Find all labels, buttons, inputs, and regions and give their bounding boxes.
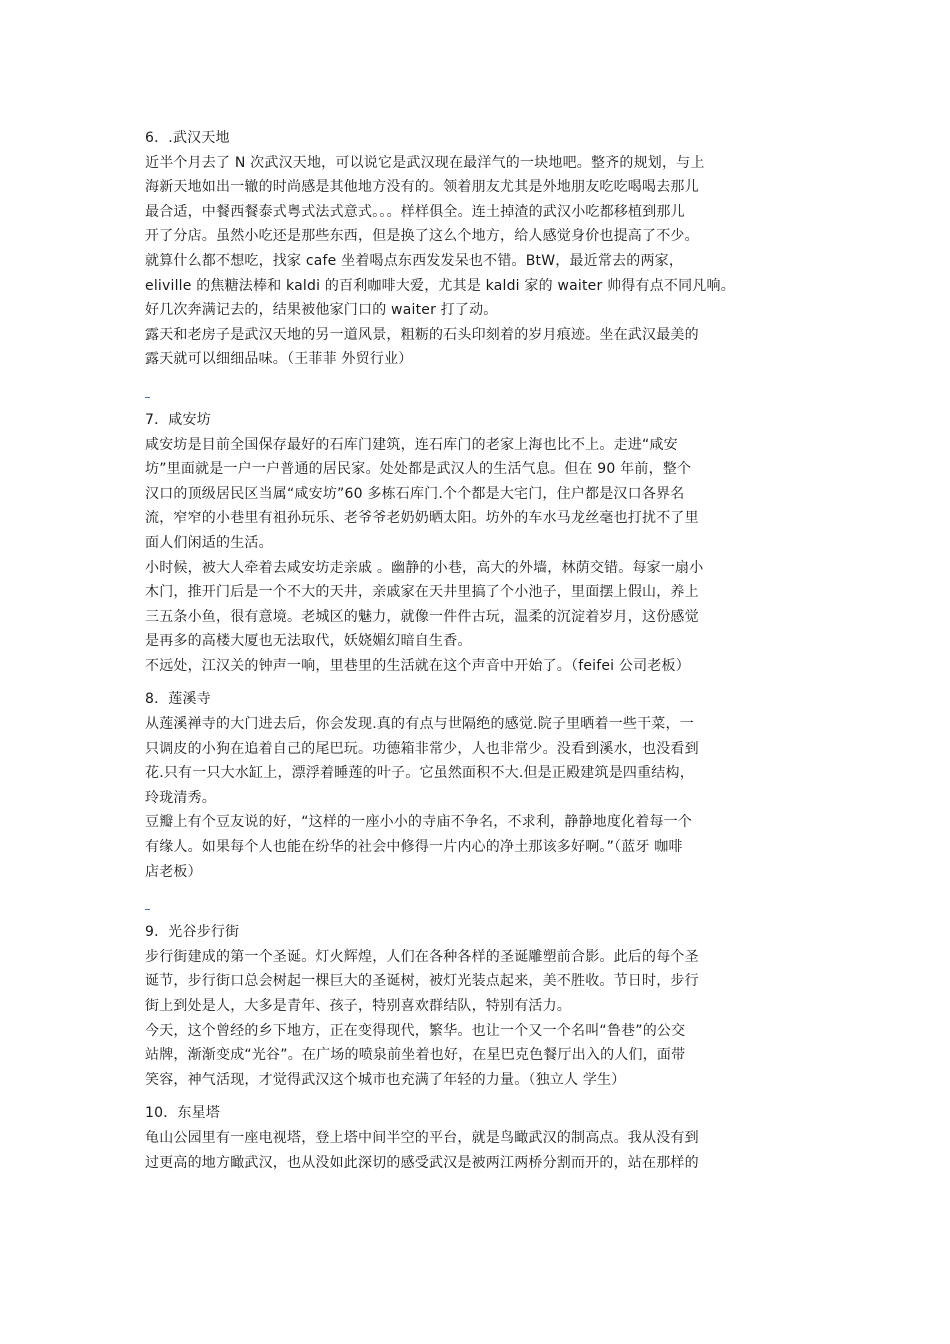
paragraph-line: 从莲溪禅寺的大门进去后，你会发现.真的有点与世隔绝的感觉.院子里晒着一些干菜，一 bbox=[145, 716, 694, 733]
paragraph-line: 海新天地如出一辙的时尚感是其他地方没有的。领着朋友尤其是外地朋友吃吃喝喝去那儿 bbox=[145, 179, 699, 196]
paragraph-line: 今天，这个曾经的乡下地方，正在变得现代，繁华。也让一个又一个名叫“鲁巷”的公交 bbox=[145, 1022, 686, 1039]
paragraph-line: 龟山公园里有一座电视塔，登上塔中间半空的平台，就是鸟瞰武汉的制高点。我从没有到 bbox=[145, 1129, 699, 1146]
paragraph-line: 只调皮的小狗在追着自己的尾巴玩。功德箱非常少，人也非常少。没看到溪水，也没看到 bbox=[145, 740, 699, 757]
paragraph-line: 不远处，江汉关的钟声一响，里巷里的生活就在这个声音中开始了。（feifei 公司老板） bbox=[145, 657, 690, 674]
article-body bbox=[145, 126, 825, 1175]
paragraph-line: 笑容，神气活现，才觉得武汉这个城市也充满了年轻的力量。（独立人 学生） bbox=[145, 1071, 626, 1088]
bookmark-anchor[interactable] bbox=[145, 394, 825, 408]
paragraph-line: 站牌，渐渐变成“光谷”。在广场的喷泉前坐着也好，在星巴克色餐厅出入的人们，面带 bbox=[145, 1047, 686, 1064]
paragraph-line: 露天就可以细细品味。（王菲菲 外贸行业） bbox=[145, 351, 413, 368]
paragraph-line: 面人们闲适的生活。 bbox=[145, 534, 273, 551]
paragraph-line: eliville 的焦糖法棒和 kaldi 的百利咖啡大爱，尤其是 kaldi 家的 waiter 帅得有点不同凡响。 bbox=[145, 277, 735, 294]
paragraph-line: 玲珑清秀。 bbox=[145, 789, 216, 806]
paragraph-line: 汉口的顶级居民区当属“咸安坊”60 多栋石库门.个个都是大宅门，住户都是汉口各界名 bbox=[145, 485, 685, 502]
section-dongxing-tower bbox=[145, 1101, 825, 1175]
bookmark-anchor[interactable] bbox=[145, 906, 825, 920]
paragraph-line: 豆瓣上有个豆友说的好，“这样的一座小小的寺庙不争名，不求利，静静地度化着每一个 bbox=[145, 814, 693, 831]
paragraph-line: 是再多的高楼大厦也无法取代，妖娆媚幻暗自生香。 bbox=[145, 633, 472, 650]
paragraph-line: 露天和老房子是武汉天地的另一道风景，粗粝的石头印刻着的岁月痕迹。坐在武汉最美的 bbox=[145, 326, 699, 343]
paragraph-line: 咸安坊是目前全国保存最好的石库门建筑，连石库门的老家上海也比不上。走进“咸安 bbox=[145, 436, 678, 453]
paragraph-line: 小时候，被大人牵着去咸安坊走亲戚 。幽静的小巷，高大的外墙，林荫交错。每家一扇小 bbox=[145, 559, 704, 576]
paragraph-line: 店老板） bbox=[145, 863, 202, 880]
section-optics-valley-street bbox=[145, 920, 825, 1092]
section-heading: 10．东星塔 bbox=[145, 1105, 221, 1122]
paragraph-line: 花.只有一只大水缸上，漂浮着睡莲的叶子。它虽然面积不大.但是正殿建筑是四重结构， bbox=[145, 765, 694, 782]
section-heading: 9．光谷步行街 bbox=[145, 924, 240, 941]
paragraph-line: 木门，推开门后是一个不大的天井，亲戚家在天井里搞了个小池子，里面摆上假山，养上 bbox=[145, 584, 699, 601]
paragraph-line: 最合适，中餐西餐泰式粤式法式意式。。。样样俱全。连土掉渣的武汉小吃都移植到那儿 bbox=[145, 203, 685, 220]
paragraph-line: 好几次奔满记去的，结果被他家门口的 waiter 打了动。 bbox=[145, 302, 498, 319]
paragraph-line: 有缘人。如果每个人也能在纷华的社会中修得一片内心的净土那该多好啊。”（蓝牙 咖啡 bbox=[145, 839, 683, 856]
paragraph-line: 诞节，步行街口总会树起一棵巨大的圣诞树，被灯光装点起来，美不胜收。节日时，步行 bbox=[145, 973, 699, 990]
paragraph-line: 流，窄窄的小巷里有祖孙玩乐、老爷爷老奶奶晒太阳。坊外的车水马龙丝毫也打扰不了里 bbox=[145, 510, 699, 527]
paragraph-line: 开了分店。虽然小吃还是那些东西，但是换了这么个地方，给人感觉身价也提高了不少。 bbox=[145, 228, 699, 245]
paragraph-line: 过更高的地方瞰武汉，也从没如此深切的感受武汉是被两江两桥分割而开的，站在那样的 bbox=[145, 1154, 699, 1171]
paragraph-line: 坊”里面就是一户一户普通的居民家。处处都是武汉人的生活气息。但在 90 年前，整个 bbox=[145, 461, 692, 478]
section-wuhan-tiandi bbox=[145, 126, 825, 372]
paragraph-line: 三五条小鱼，很有意境。老城区的魅力，就像一件件古玩，温柔的沉淀着岁月，这份感觉 bbox=[145, 608, 699, 625]
paragraph-line: 近半个月去了 N 次武汉天地，可以说它是武汉现在最洋气的一块地吧。整齐的规划，与上 bbox=[145, 154, 705, 171]
section-lianxi-temple bbox=[145, 687, 825, 884]
section-xianan-fang bbox=[145, 408, 825, 679]
section-heading: 6．.武汉天地 bbox=[145, 130, 230, 146]
paragraph-line: 就算什么都不想吃，找家 cafe 坐着喝点东西发发呆也不错。BtW，最近常去的两家， bbox=[145, 252, 684, 269]
paragraph-line: 街上到处是人，大多是青年、孩子，特别喜欢群结队，特别有活力。 bbox=[145, 998, 571, 1014]
section-heading: 8．莲溪寺 bbox=[145, 691, 211, 708]
paragraph-line: 步行街建成的第一个圣诞。灯火辉煌，人们在各种各样的圣诞雕塑前合影。此后的每个圣 bbox=[145, 948, 699, 965]
section-heading: 7．咸安坊 bbox=[145, 411, 211, 428]
